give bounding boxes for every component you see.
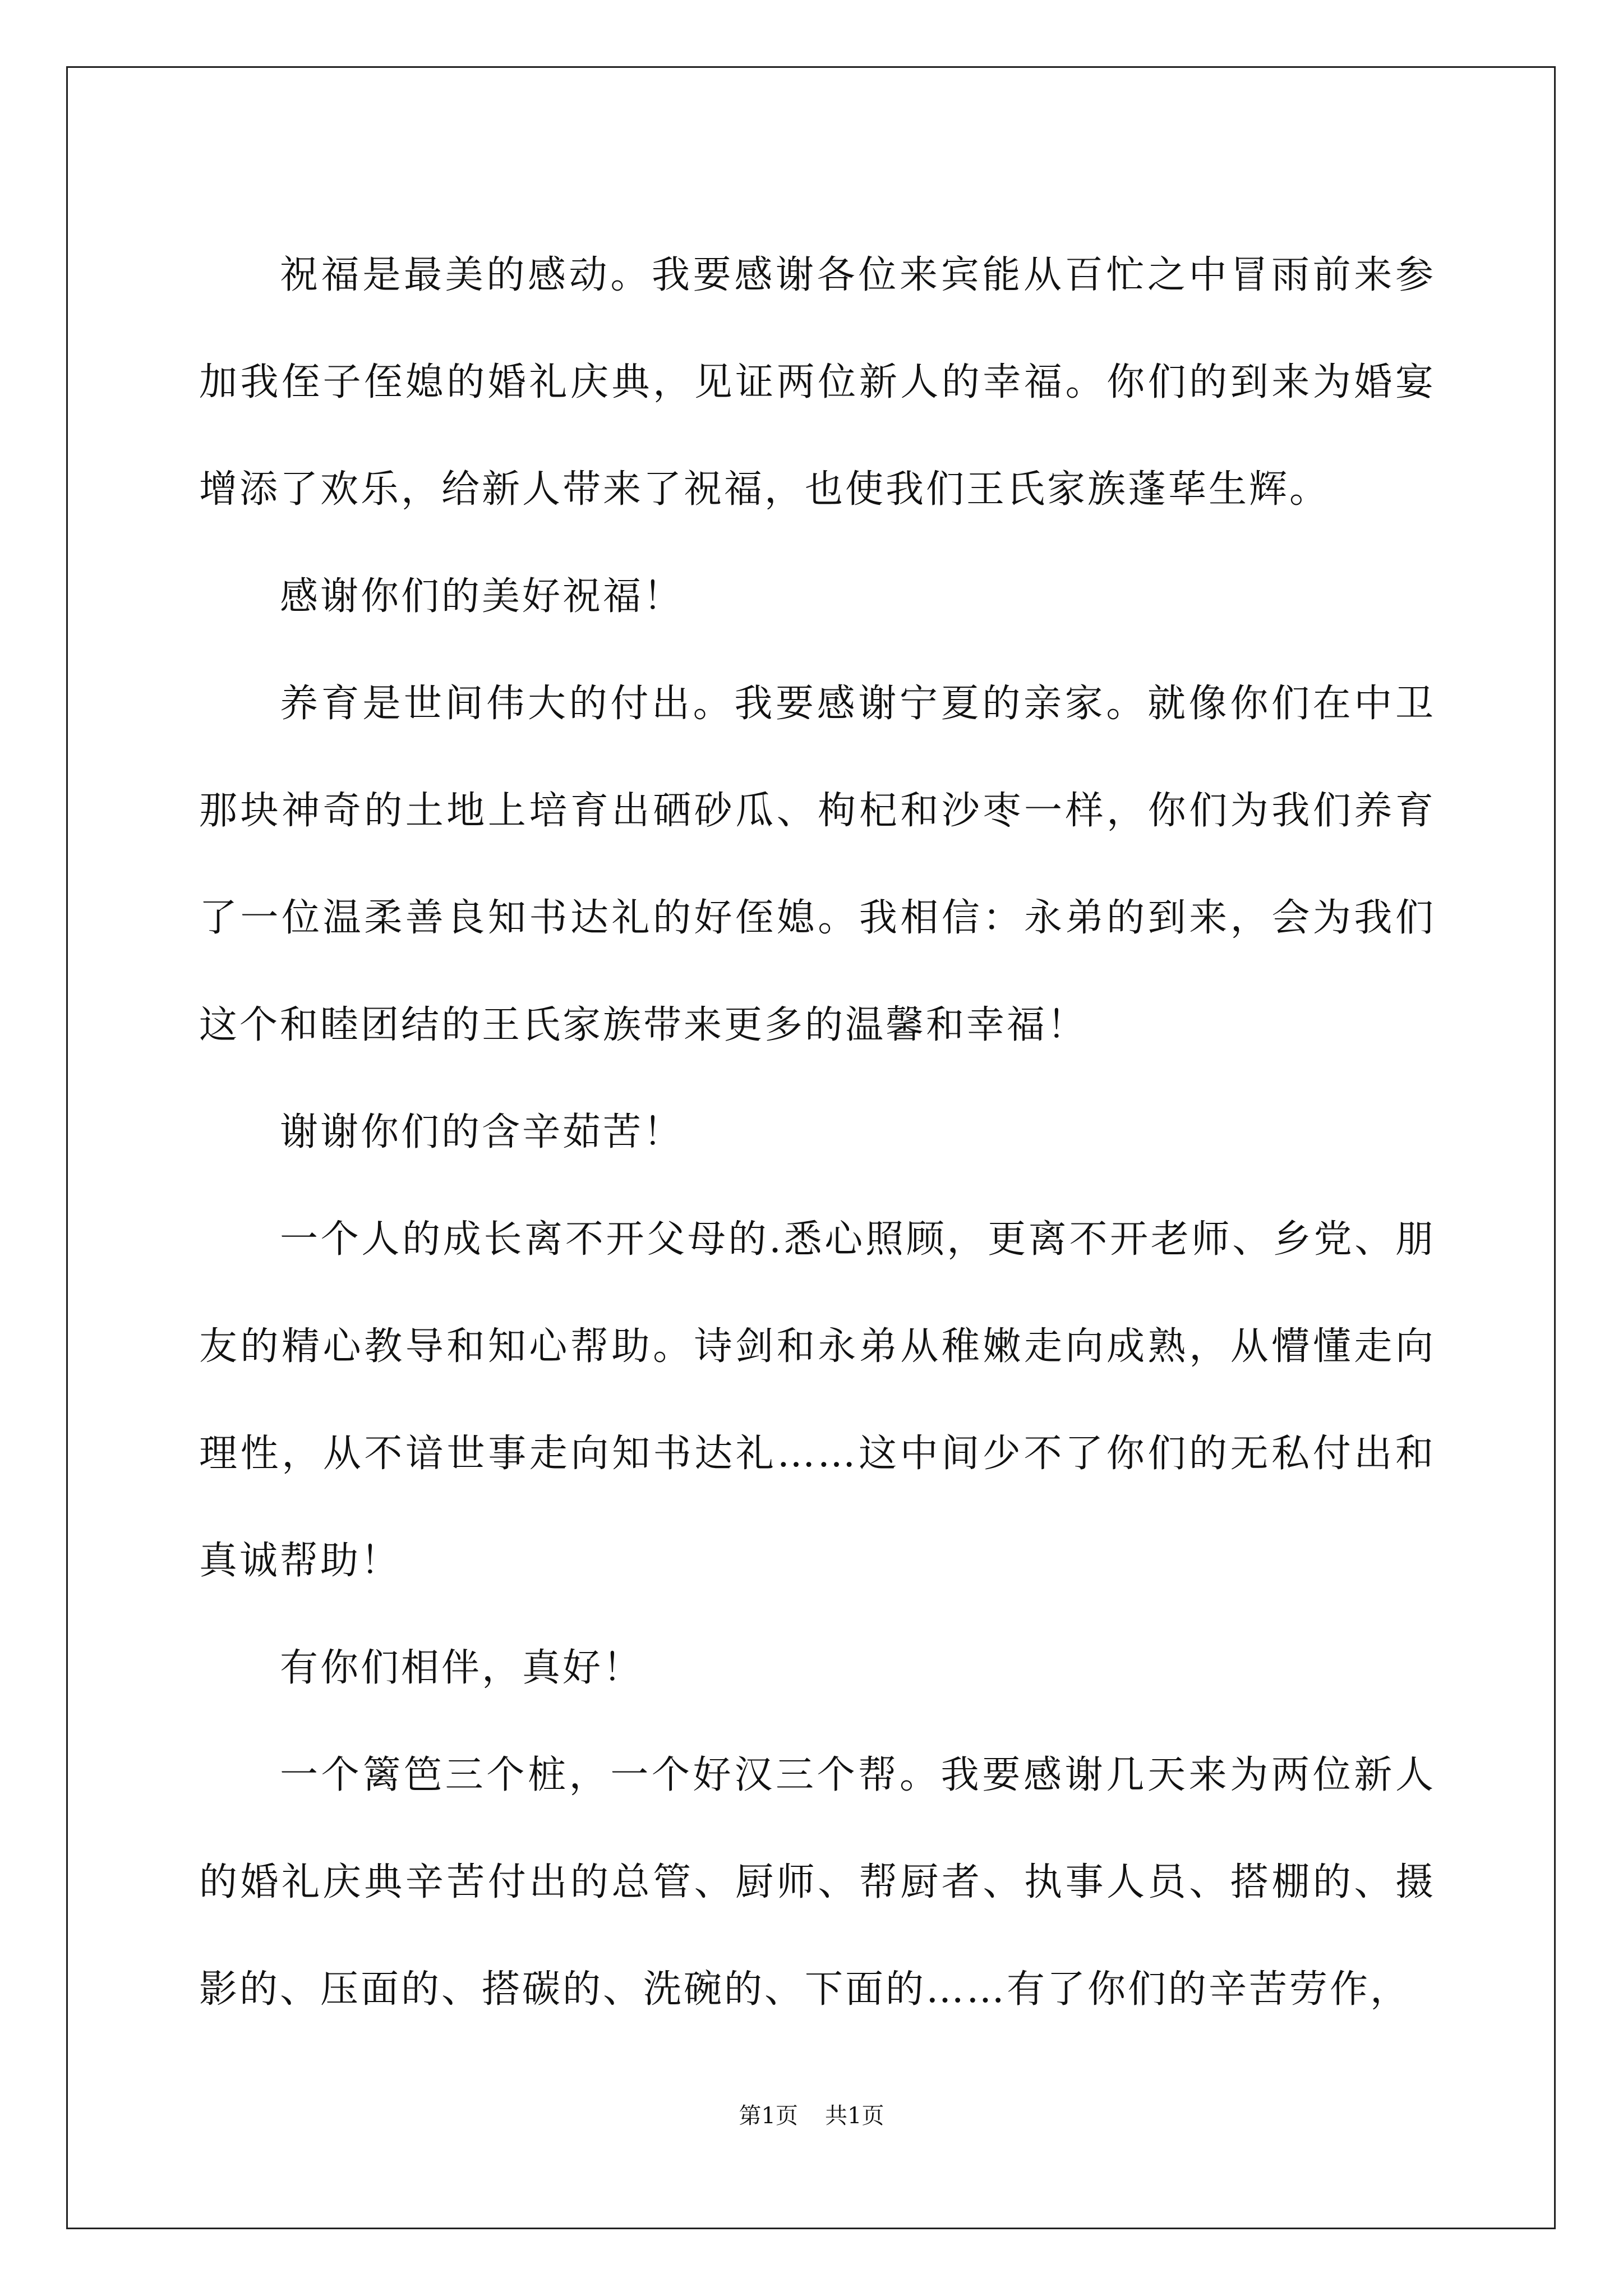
paragraph: 祝福是最美的感动。我要感谢各位来宾能从百忙之中冒雨前来参加我侄子侄媳的婚礼庆典，见证两位新人的幸福。你们的到来为婚宴增添了欢乐，给新人带来了祝福，也使我们王氏家族蓬荜生辉。 xyxy=(199,253,1436,512)
paragraph: 养育是世间伟大的付出。我要感谢宁夏的亲家。就像你们在中卫那块神奇的土地上培育出硒砂瓜、枸杞和沙枣一样，你们为我们养育了一位温柔善良知书达礼的好侄媳。我相信：永弟的到来，会为我们这个和睦团结的王氏家族带来更多的温馨和幸福！ xyxy=(199,682,1436,1047)
page-total: 共1页 xyxy=(825,2103,884,2129)
page-footer xyxy=(0,2098,1623,2130)
paragraph: 感谢你们的美好祝福！ xyxy=(280,574,684,619)
page-number: 第1页 xyxy=(739,2103,798,2129)
paragraph: 一个篱笆三个桩，一个好汉三个帮。我要感谢几天来为两位新人的婚礼庆典辛苦付出的总管、厨师、帮厨者、执事人员、搭棚的、摄影的、压面的、搭碳的、洗碗的、下面的……有了你们的辛苦劳作， xyxy=(199,1753,1436,2012)
paragraph: 有你们相伴，真好！ xyxy=(280,1646,644,1690)
paragraph: 一个人的成长离不开父母的.悉心照顾，更离不开老师、乡党、朋友的精心教导和知心帮助。诗剑和永弟从稚嫩走向成熟，从懵懂走向理性，从不谙世事走向知书达礼……这中间少不了你们的无私付出和真诚帮助！ xyxy=(199,1217,1436,1583)
document-body xyxy=(199,222,1436,2043)
paragraph: 谢谢你们的含辛茹苦！ xyxy=(280,1110,684,1154)
